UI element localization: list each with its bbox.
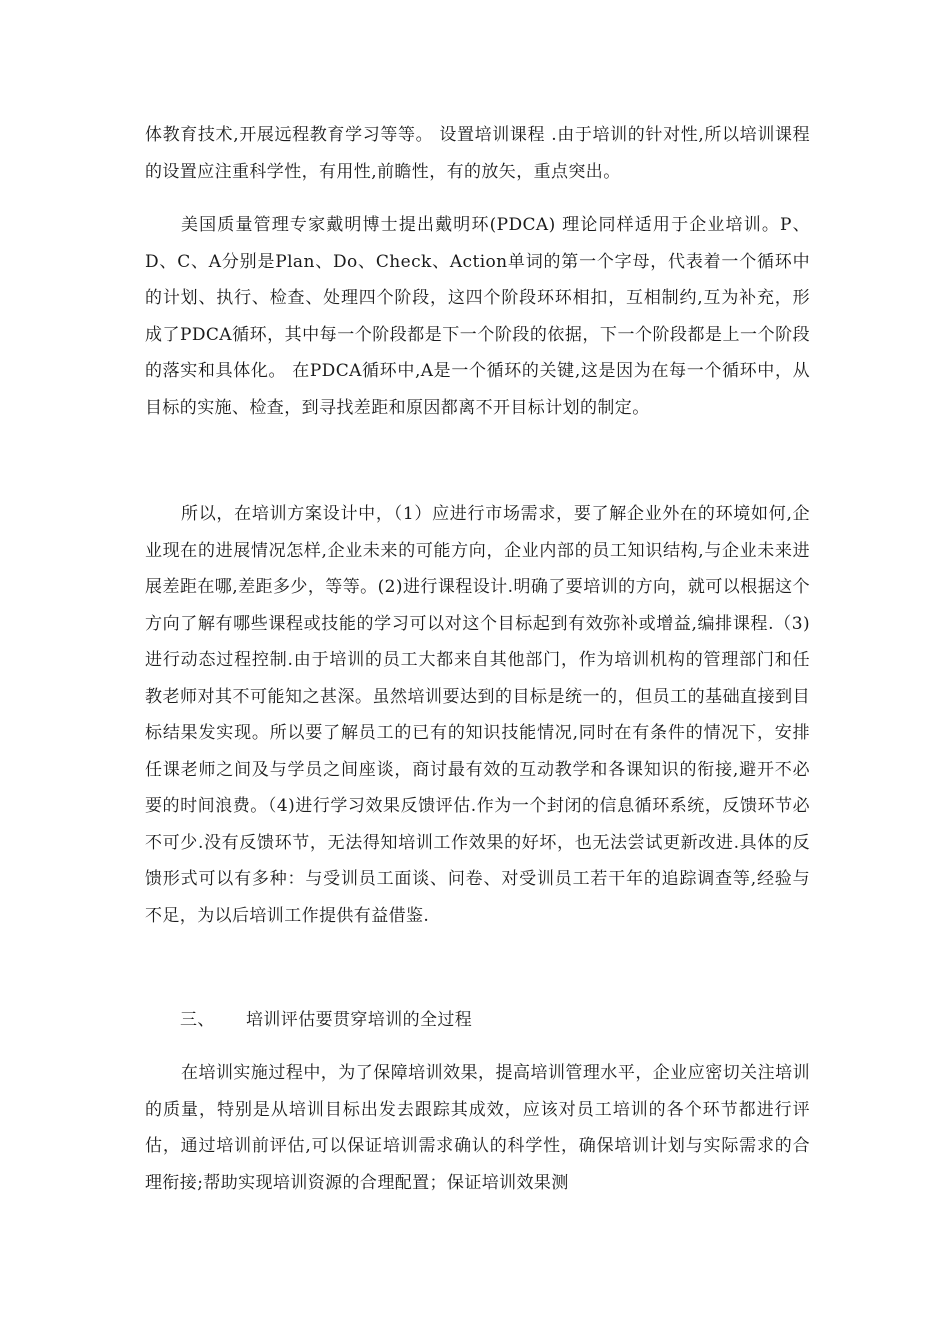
paragraph-pdca-cycle: 美国质量管理专家戴明博士提出戴明环(PDCA) 理论同样适用于企业培训。P、D、C、A分别是Plan、Do、Check、Action单词的第一个字母，代表着一个循环中的计划、执行、检查、处理四个阶段，这四个阶段环环相扣，互相制约,互为补充，形成了PDCA循环，其中每一个阶段都是下一个阶段的依据，下一个阶段都是上一个阶段的落实和具体化。 在PDCA循环中,A是一个循环的关键,这是因为在每一个循环中，从目标的实施、检查，到寻找差距和原因都离不开目标计划的制定。 — [145, 215, 810, 418]
section-heading — [180, 1002, 472, 1038]
paragraph-training-courses: 体教育技术,开展远程教育学习等等。 设置培训课程 .由于培训的针对性,所以培训课程的设置应注重科学性，有用性,前瞻性，有的放矢，重点突出。 — [145, 125, 810, 182]
section-number: 三、 — [180, 1010, 215, 1030]
section-title: 培训评估要贯穿培训的全过程 — [246, 1010, 473, 1030]
paragraph-training-plan-design: 所以，在培训方案设计中，（1）应进行市场需求，要了解企业外在的环境如何,企业现在的进展情况怎样,企业未来的可能方向，企业内部的员工知识结构,与企业未来进展差距在哪,差距多少，等等。(2)进行课程设计.明确了要培训的方向，就可以根据这个方向了解有哪些课程或技能的学习可以对这个目标起到有效弥补或增益,编排课程.（3)进行动态过程控制.由于培训的员工大都来自其他部门，作为培训机构的管理部门和任教老师对其不可能知之甚深。虽然培训要达到的目标是统一的，但员工的基础直接到目标结果发实现。所以要了解员工的已有的知识技能情况,同时在有条件的情况下，安排任课老师之间及与学员之间座谈，商讨最有效的互动教学和各课知识的衔接,避开不必要的时间浪费。（4)进行学习效果反馈评估.作为一个封闭的信息循环系统，反馈环节必不可少.没有反馈环节，无法得知培训工作效果的好坏，也无法尝试更新改进.具体的反馈形式可以有多种：与受训员工面谈、问卷、对受训员工若干年的追踪调查等,经验与不足，为以后培训工作提供有益借鉴. — [145, 504, 810, 926]
paragraph-training-evaluation: 在培训实施过程中，为了保障培训效果，提高培训管理水平，企业应密切关注培训的质量，特别是从培训目标出发去跟踪其成效，应该对员工培训的各个环节都进行评估，通过培训前评估,可以保证培训需求确认的科学性，确保培训计划与实际需求的合理衔接;帮助实现培训资源的合理配置；保证培训效果测 — [145, 1063, 810, 1193]
